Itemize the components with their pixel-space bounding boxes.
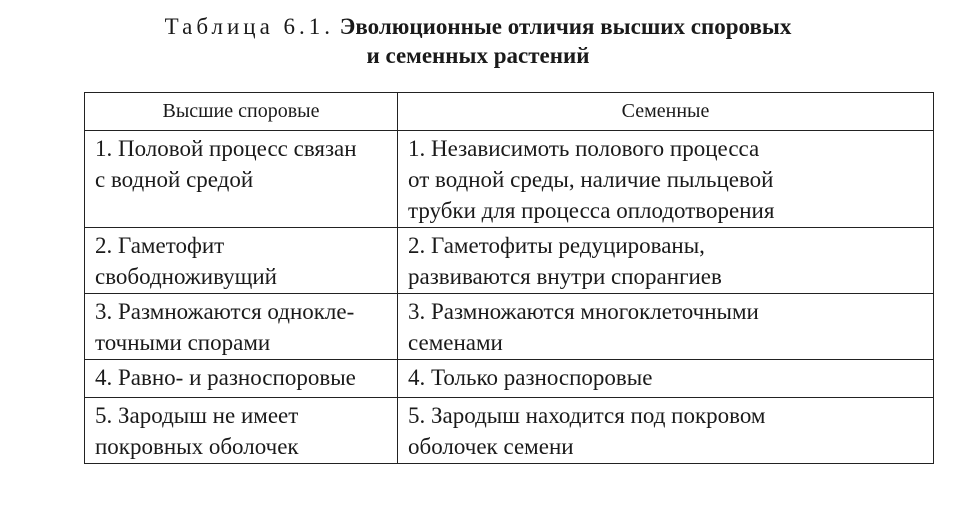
cell-seed	[398, 398, 934, 464]
cell-text: 1. Независимоть полового процесса от водной среды, наличие пыльцевой трубки для процесса оплодотворения	[408, 136, 775, 223]
cell-spore	[85, 398, 398, 464]
cell-text: 3. Размножаются многоклеточными семенами	[408, 299, 759, 355]
table-number-label: Таблица 6.1.	[164, 14, 335, 39]
table-row	[85, 131, 934, 228]
table-title-line-2: и семенных растений	[366, 43, 590, 68]
table-row	[85, 398, 934, 464]
caption-line-2	[0, 41, 956, 70]
cell-text: 4. Только разноспоровые	[408, 365, 653, 390]
cell-seed	[398, 131, 934, 228]
caption-line-1	[0, 12, 956, 41]
header-seed-plants: Семенные	[398, 93, 934, 131]
cell-text: 5. Зародыш не имеет покровных оболочек	[95, 403, 299, 459]
table-caption	[0, 12, 956, 70]
cell-spore	[85, 294, 398, 360]
comparison-table	[84, 92, 934, 464]
header-spore-plants: Высшие споровые	[85, 93, 398, 131]
table-row	[85, 228, 934, 294]
cell-text: 4. Равно- и разноспоровые	[95, 365, 356, 390]
cell-text: 2. Гаметофит свободноживущий	[95, 233, 277, 289]
table-row	[85, 360, 934, 398]
cell-text: 5. Зародыш находится под покровом оболочек семени	[408, 403, 766, 459]
cell-spore	[85, 228, 398, 294]
table-title-line-1: Эволюционные отличия высших споровых	[339, 14, 792, 39]
cell-seed	[398, 360, 934, 398]
cell-text: 3. Размножаются однокле- точными спорами	[95, 299, 355, 355]
cell-spore	[85, 360, 398, 398]
table-row	[85, 294, 934, 360]
cell-text: 1. Половой процесс связан с водной средой	[95, 136, 357, 192]
cell-seed	[398, 228, 934, 294]
cell-text: 2. Гаметофиты редуцированы, развиваются внутри спорангиев	[408, 233, 722, 289]
cell-seed	[398, 294, 934, 360]
header-row	[85, 93, 934, 131]
cell-spore	[85, 131, 398, 228]
